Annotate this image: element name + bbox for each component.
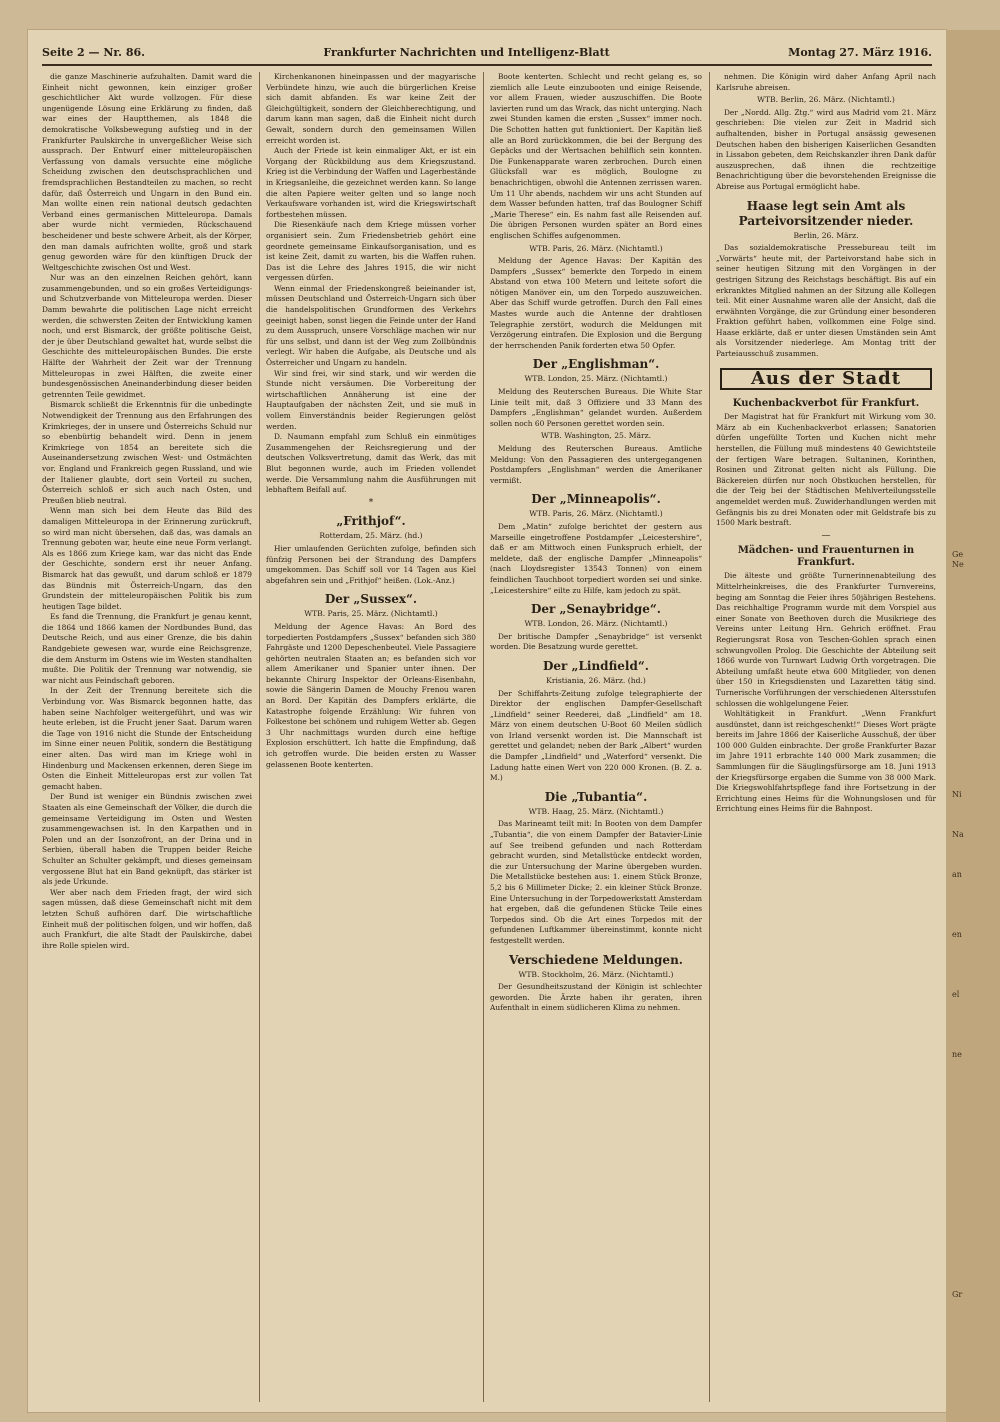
- havas-text: Meldung der Agence Havas: Der Kapitän des Dampfers „Sussex“ bemerkte den Torpedo in einem Abstand von etwa 100 Metern und leitete sofort die nötigen Manöver ein, um den Torpedo auszuweichen. Aber das Schiff wurde getroffen. Durch den Fall eines Mastes wurde auch die Antenne der drahtlosen Telegraphie zerstört, wodurch die Meldungen mit Verzögerung eintrafen. Die Explosion und die Bergung der herrschenden Panik forderten etwa 50 Opfer.: [490, 256, 702, 350]
- minneapolis-headline: Der „Minneapolis“.: [531, 492, 661, 507]
- issue-date: Montag 27. März 1916.: [788, 45, 932, 59]
- section-separator: *: [368, 497, 374, 508]
- masthead: Frankfurter Nachrichten und Intelligenz-Blatt: [323, 45, 610, 59]
- frithjof-text: Hier umlaufenden Gerüchten zufolge, befinden sich fünfzig Personen bei der Strandung des Dampfers umgekommen. Das Schiff soll vor 14 Tagen aus Kiel abgefahren sein und „Frithjof“ heißen. (Lok.-Anz.): [266, 543, 476, 585]
- lindfield-text: Der Schiffahrts-Zeitung zufolge telegraphierte der Direktor der englischen Dampfer-Gesellschaft „Lindfield“ seiner Reederei, daß „Lindfield“ am 18. März von einem deutschen U-Boot 60 Meilen südlich von Irland versenkt worden ist. Die Mannschaft ist gerettet und gelandet; neben der Bark „Albert“ wurden die Dampfer „Lindfield“ und „Waterford“ versenkt. Die Ladung hatte einen Wert von 220 000 Kronen. (B. Z. a. M.): [490, 688, 702, 783]
- edge-fragment: Ni: [952, 790, 962, 799]
- column-2: [266, 72, 476, 1402]
- berlin-dateline: WTB. Berlin, 26. März. (Nichtamtl.): [757, 95, 895, 105]
- englishman-headline: Der „Englishman“.: [532, 357, 660, 372]
- edge-fragment: an: [952, 870, 962, 879]
- wohltaetigkeit-text: Wohltätigkeit in Frankfurt. „Wenn Frankfurt ausdünstet, dann ist reichgeschenkt!“ Dieses Wort prägte bereits im Jahre 1866 der Kaiserliche Ausschuß, der über 100 000 Gulden einbrachte. Der große Frankfurter Bazar im Jahre 1911 erbrachte 140 000 Mark zusammen; die Sammlungen für die Säuglingsfürsorge am 18. Juni 1913 der Kriegsfürsorge ergaben die Summe von 38 000 Mark. Die Kriegswohlfahrtspflege fand ihre Fortsetzung in der Errichtung eines Heims für die Wohnungslosen und für Errichtung eines Heims für die Bahnpost.: [716, 709, 936, 814]
- section-separator: —: [821, 530, 831, 541]
- sussex-headline: Der „Sussex“.: [324, 592, 418, 607]
- maedchen-headline: Mädchen- und Frauenturnen in Frankfurt.: [737, 545, 915, 569]
- edge-fragment: Ne: [952, 560, 964, 569]
- lindfield-dateline: Kristiania, 26. März. (hd.): [546, 675, 646, 685]
- article-paragraph: Auch der Friede ist kein einmaliger Akt, er ist ein Vorgang der Rückbildung aus dem Kriegszustand. Krieg ist die Verbindung der Waffen und Lagerbestände in Kriegsanleihe, die gezeichnet werden kann. So lange die alten Papiere weiter gelten und so lange noch Verkaufsware vorhanden ist, wird die Kriegswirtschaft fortbestehen müssen.: [266, 146, 476, 219]
- englishman-text: Meldung des Reuterschen Bureaus. Die White Star Linie teilt mit, daß 3 Offiziere und 33 Mann des Dampfers „Englishman“ gelandet wurden. Außerdem sollen noch 60 Personen gerettet worden sein.: [490, 387, 702, 428]
- minneapolis-text: Dem „Matin“ zufolge berichtet der gestern aus Marseille eingetroffene Postdampfer „Leicestershire“, daß er am Mittwoch einen Funkspruch erhielt, der meldete, daß der englische Dampfer „Minneapolis“ (nach Lloydsregister 13543 Tonnen) von einem feindlichen Tauchboot torpediert worden sei und sinke. „Leicestershire“ eilte zu Hilfe, kam jedoch zu spät.: [490, 521, 702, 595]
- haase-headline: Haase legt sein Amt als Parteivorsitzender nieder.: [738, 198, 914, 228]
- column-divider: [259, 72, 260, 1402]
- verschiedene-text: Der Gesundheitszustand der Königin ist schlechter geworden. Die Ärzte haben ihr geraten, ihren Aufenthalt in einem südlicheren Klima zu nehmen.: [490, 982, 702, 1013]
- verschiedene-headline: Verschiedene Meldungen.: [509, 952, 683, 967]
- tubantia-dateline: WTB. Haag, 25. März. (Nichtamtl.): [528, 806, 664, 816]
- article-paragraph: Der Bund ist weniger ein Bündnis zwischen zwei Staaten als eine Gemeinschaft der Völker, die durch die gemeinsame Verteidigung im Osten und Westen zusammengewachsen ist. In den Karpathen und in Polen und an der Isonzofront, an der Drina und in Serbien, überall haben die Truppen beider Reiche Schulter an Schulter gekämpft, und dieses gemeinsam vergossene Blut hat ein Band geknüpft, das stärker ist als jede Urkunde.: [42, 792, 252, 887]
- column-4: [716, 72, 936, 1402]
- column-divider: [483, 72, 484, 1402]
- adjacent-page-edge: [946, 30, 1000, 1422]
- englishman-dateline-2: WTB. Washington, 25. März.: [540, 431, 652, 441]
- tubantia-headline: Die „Tubantia“.: [544, 789, 648, 804]
- englishman-dateline: WTB. London, 25. März. (Nichtamtl.): [524, 374, 668, 384]
- article-paragraph: Kirchenkanonen hineinpassen und der magyarische Verbündete hinzu, wie auch die bürgerlichen Kreise sich damit abfanden. Es war keine Zeit der Gleichgültigkeit, sondern der Gleichberechtigung, und darum kann man sagen, daß die Einheit nicht durch Gewalt, sondern durch den gemeinsamen Willen erreicht worden ist.: [266, 72, 476, 145]
- sussex-dateline: WTB. Paris, 25. März. (Nichtamtl.): [304, 609, 438, 619]
- edge-fragment: Ge: [952, 550, 964, 559]
- newspaper-page: [28, 30, 946, 1412]
- article-paragraph: Wenn man sich bei dem Heute das Bild des damaligen Mitteleuropa in der Erinnerung zurückruft, so wird man nicht übersehen, daß das, was damals an Trennung geboten war, heute eine neue Form verlangt. Als es 1866 zum Kriege kam, war das nicht das Ende der Geschichte, sondern erst ihr neuer Anfang. Bismarck hat das gewußt, und darum schloß er 1879 das Bündnis mit Österreich-Ungarn, das den Grundstein der mitteleuropäischen Politik bis zum heutigen Tage bildet.: [42, 506, 252, 611]
- senaybridge-text: Der britische Dampfer „Senaybridge“ ist versenkt worden. Die Besatzung wurde gerettet.: [490, 631, 702, 652]
- frithjof-headline: „Frithjof“.: [336, 514, 406, 529]
- article-paragraph: Bismarck schließt die Erkenntnis für die unbedingte Notwendigkeit der Trennung aus den Erfahrungen des Krimkrieges, der in unsere und Österreichs Schuld nur so ebenbürtig behandelt wird. Denn in jenem Krimkriege von 1854 an bereitete sich die Auseinandersetzung zwischen West- und Ostmächten vor. England und Frankreich gegen Russland, und wie der Italiener glaubte, dort sein Vorteil zu suchen, Österreich schloß er sich auch nach Osten, und Preußen blieb neutral.: [42, 400, 252, 505]
- page-number: Seite 2 — Nr. 86.: [42, 45, 145, 59]
- local-section-banner: Aus der Stadt: [720, 368, 932, 391]
- sussex-text: Meldung der Agence Havas: An Bord des torpedierten Postdampfers „Sussex“ befanden sich 380 Fahrgäste und 1200 Depeschenbeutel. Viele Passagiere gehörten neutralen Staaten an; es befanden sich vor allem Amerikaner und Spanier unter ihnen. Der bekannte Chirurg Inspektor der Orleans-Eisenbahn, sowie die Sängerin Damen de Mouchy Frenou waren an Bord. Der Kapitän des Dampfers erklärte, die Katastrophe folgende Erzählung: Wir fuhren von Folkestone bei schönem und ruhigem Wetter ab. Gegen 3 Uhr nachmittags wurden durch eine heftige Explosion erschüttert. Ich hatte die Empfindung, daß ich getroffen wurde. Die beiden ersten zu Wasser gelassenen Boote kenterten.: [266, 621, 476, 769]
- page-header: [28, 42, 946, 62]
- column-divider: [709, 72, 710, 1402]
- article-paragraph: Es fand die Trennung, die Frankfurt je genau kennt, die 1864 und 1866 kamen der Nordbundes Bund, das Deutsche Reich, und aus einer Grenze, die bis dahin Randgebiete gewesen war, wurde eine Reichsgrenze, die dem Ansturm im Ostens wie im Westen standhalten mußte. Die Politik der Trennung war notwendig, sie war nicht aus Feindschaft geboren.: [42, 612, 252, 685]
- edge-fragment: el: [952, 990, 960, 999]
- edge-fragment: en: [952, 930, 962, 939]
- article-paragraph: Wenn einmal der Friedenskongreß beieinander ist, müssen Deutschland und Österreich-Ungarn sich über die handelspolitischen Grundformen des Verkehrs geeinigt haben, sonst liegen die Feinde unter der Hand zu dem Ausspruch, unsere Vorschläge machen wir nur für uns selbst, und dann ist der Weg zum Zollbündnis verlegt. Wir haben die Aufgabe, als Deutsche und als Österreicher und Ungarn zu handeln.: [266, 283, 476, 368]
- edge-fragment: Gr: [952, 1290, 963, 1299]
- article-paragraph: Nur was an den einzelnen Reichen gehört, kann zusammengebunden, und so ein großes Verteidigungs- und Schutzverbande von Mitteleuropa werden. Dieser Damm bewahrte die politischen Lage nicht erreicht werden, die schwersten Zeiten der Entwicklung kamen noch, und erst Bismarck, der größte politische Geist, der je über Deutschland gewaltet hat, wurde selbst die Geschichte des mitteleuropäischen Bundes. Die erste Hälfte der Wahrheit der Zeit war der Trennung Mitteleuropas in zwei Hälften, die zweite einer bundesgenössischen Aneinanderbindung dieser beiden getrennten Teile gewidmet.: [42, 273, 252, 399]
- article-paragraph: die ganze Maschinerie aufzuhalten. Damit ward die Einheit nicht gewonnen, kein einziger großer geschichtlicher Akt wurde vollzogen. Für diese ungenügende Lösung eine Erklärung zu finden, daß war eines der Hauptthemen, als 1848 die demokratische Volksbewegung aufstieg und in der Frankfurter Paulskirche in unvergeßlicher Weise sich aussprach. Der Entwurf einer mitteleuropäischen Verfassung von damals versuchte eine mögliche Scheidung zwischen den deutschsprachlichen und fremdsprachlichen Bestandteilen zu machen, so recht dafür, daß Österreich und Ungarn in den Bund ein. Man wollte einen rein national deutsch gedachten Verband eines germanischen Mitteleuropa. Damals aber wurde nicht vermieden, Rückschauend bescheidener und beste schwere Arbeit, als der Körper, den man damals aufrichten wollte, groß und stark genug geworden wäre für den künftigen Druck der Weltgeschichte zwischen Ost und West.: [42, 72, 252, 272]
- senaybridge-dateline: WTB. London, 26. März. (Nichtamtl.): [524, 619, 668, 629]
- haase-dateline: Berlin, 26. März.: [793, 230, 859, 240]
- article-paragraph: In der Zeit der Trennung bereitete sich die Verbindung vor. Was Bismarck begonnen hatte, das haben seine Nachfolger weitergeführt, und was wir heute erleben, ist die Frucht jener Saat. Darum waren die Tage von 1916 nicht die Stunde der Entscheidung im Sinne einer neuen Politik, sondern die Bestätigung einer alten. Das wird man im Kriege wohl in Hindenburg und Mackensen erkennen, deren Siege im Osten die Einheit Mitteleuropas erst zur vollen Tat gemacht haben.: [42, 686, 252, 791]
- lindfield-headline: Der „Lindfield“.: [543, 658, 649, 673]
- haase-text: Das sozialdemokratische Pressebureau teilt im „Vorwärts“ heute mit, der Parteivorstand habe sich in seiner heutigen Sitzung mit den Vorgängen in der gestrigen Sitzung des Reichstags beschäftigt. Bis auf ein erkranktes Mitglied nahmen an der Sitzung alle Kollegen teil. Mit einer Ausnahme waren alle der Ansicht, daß die erwähnten Vorgänge, die zur Gründung einer besonderen Fraktion geführt haben, vollkommen eine Folge sind. Haase erklärte, daß er unter diesen Umständen sein Amt als Vorsitzender niederlege. Am Montag tritt der Parteiausschuß zusammen.: [716, 243, 936, 359]
- sussex-continued: Boote kenterten. Schlecht und recht gelang es, so ziemlich alle Leute einzubooten und einige Reisende, vor allem Frauen, wieder auszuschiffen. Die Boote lavierten rund um das Wrack, das nicht unterging. Nach zwei Stunden kamen die ersten „Sussex“ immer noch. Die Schotten hatten gut funktioniert. Der Kapitän ließ alle an Bord zurückkommen, die bei der Bergung des Gepäcks und der Wertsachen behilflich sein konnten. Die Funkenapparate waren zerbrochen. Durch einen Glücksfall war es möglich, Boulogne zu benachrichtigen, obwohl die Antennen zerrissen waren. Um 11 Uhr abends, nachdem wir uns acht Stunden auf dem Wasser befunden hatten, traf das Boulogner Schiff „Marie Therese“ ein. Es nahm fast alle Reisenden auf. Die übrigen Personen wurden später an Bord eines englischen Schiffes aufgenommen.: [490, 72, 702, 240]
- edge-fragment: Na: [952, 830, 964, 839]
- minneapolis-dateline: WTB. Paris, 26. März. (Nichtamtl.): [529, 509, 663, 519]
- englishman-text-2: Meldung des Reuterschen Bureaus. Amtliche Meldung: Von den Passagieren des untergegangenen Postdampfers „Englishman“ werden die Amerikaner vermißt.: [490, 444, 702, 485]
- kuchen-headline: Kuchenbackverbot für Frankfurt.: [732, 398, 920, 410]
- article-paragraph: nehmen. Die Königin wird daher Anfang April nach Karlsruhe abreisen.: [716, 72, 936, 92]
- senaybridge-headline: Der „Senaybridge“.: [531, 602, 661, 617]
- article-paragraph: Wir sind frei, wir sind stark, und wir werden die Stunde nicht versäumen. Die Vorbereitung der wirtschaftlichen Annäherung ist eine der Hauptaufgaben der nächsten Zeit, und sie muß in vollem Einverständnis beider Regierungen gelöst werden.: [266, 368, 476, 431]
- frithjof-dateline: Rotterdam, 25. März. (hd.): [319, 531, 423, 541]
- column-1: [42, 72, 252, 1402]
- article-paragraph: Die Riesenkäufe nach dem Kriege müssen vorher organisiert sein. Zum Friedensbetrieb gehört eine geordnete gemeinsame Einkaufsorganisation, und es ist keine Zeit, damit zu warten, bis die Waffen ruhen. Das ist die Lehre des Jahres 1915, die wir nicht vergessen dürfen.: [266, 220, 476, 283]
- kuchen-text: Der Magistrat hat für Frankfurt mit Wirkung vom 30. März ab ein Kuchenbackverbot erlassen; Sanatorien dürfen ungefüllte Torten und Kuchen nicht mehr herstellen, die Füllung muß mindestens 40 Gewichtsteile der fertigen Ware betragen. Sultaninen, Korinthen, Rosinen und Zitronat gelten nicht als Füllung. Die Bäckereien dürfen nur noch Obstkuchen herstellen, für die der Teig bei der Städtischen Mehlverteilungsstelle angemeldet werden muß. Zuwiderhandlungen werden mit Gefängnis bis zu drei Monaten oder mit Geldstrafe bis zu 1500 Mark bestraft.: [716, 412, 936, 528]
- article-paragraph: Wer aber nach dem Frieden fragt, der wird sich sagen müssen, daß diese Gemeinschaft nicht mit dem letzten Schuß aufhören darf. Die wirtschaftliche Einheit muß der politischen folgen, und wir hoffen, daß auch Frankfurt, die alte Stadt der Paulskirche, dabei ihre Rolle spielen wird.: [42, 887, 252, 950]
- article-paragraph: D. Naumann empfahl zum Schluß ein einmütiges Zusammengehen der Reichsregierung und der deutschen Volksvertretung, damit das Werk, das mit Blut begonnen wurde, auch im Frieden vollendet werde. Die Versammlung nahm die Ausführungen mit lebhaftem Beifall auf.: [266, 432, 476, 495]
- maedchen-text: Die älteste und größte Turnerinnenabteilung des Mittelrheinkreises, die des Frankfurter Turnvereins, beging am Sonntag die Feier ihres 50jährigen Bestehens. Das reichhaltige Programm wurde mit dem Vorspiel aus einer Sonate von Beethoven durch die Musikriege des Vereins unter Leitung Hrn. Gehrich eröffnet. Frau Regierungsrat Rosa von Teschen-Gohlen sprach einen schwungvollen Prolog. Die Geschichte der Abteilung seit 1866 wurde von Turnwart Ludwig Orth vorgetragen. Die Abteilung umfaßt heute etwa 600 Mitglieder, von denen über 150 in Kriegsdiensten und Lazaretten tätig sind. Turnerische Vorführungen der verschiedenen Altersstufen schlossen die wohlgelungene Feier.: [716, 571, 936, 708]
- tubantia-text: Das Marineamt teilt mit: In Booten von dem Dampfer „Tubantia“, die von einem Dampfer der Batavier-Linie auf See treibend gefunden und nach Rotterdam gebracht wurden, sind Metallstücke entdeckt worden, die zur Untersuchung der Marine übergeben wurden. Die Metallstücke bestehen aus: 1. einem Stück Bronze, 5,2 bis 6 Millimeter Dicke; 2. ein kleiner Stück Bronze. Eine Untersuchung in der Torpedowerkstatt Amsterdam hat ergeben, daß die gefundenen Stücke Teile eines Torpedos sind. Ob die Art eines Torpedos mit der gefundenen Luftkammer übereinstimmt, konnte nicht festgestellt werden.: [490, 819, 702, 945]
- column-3: [490, 72, 702, 1402]
- verschiedene-dateline: WTB. Stockholm, 26. März. (Nichtamtl.): [518, 969, 674, 979]
- header-rule: [42, 64, 932, 66]
- edge-fragment: ne: [952, 1050, 962, 1059]
- berlin-text: Der „Nordd. Allg. Ztg.“ wird aus Madrid vom 21. März geschrieben: Die vielen zur Zeit in Madrid sich aufhaltenden, bisher in Portugal ansässig gewesenen Deutschen haben den bisherigen Kaiserlichen Gesandten in Lissabon gebeten, dem Reichskanzler ihren Dank dafür auszusprechen, daß ihnen die rechtzeitige Benachrichtigung über die bevorstehenden Ereignisse die Abreise aus Portugal ermöglicht habe.: [716, 107, 936, 191]
- havas-dateline: WTB. Paris, 26. März. (Nichtamtl.): [529, 243, 663, 253]
